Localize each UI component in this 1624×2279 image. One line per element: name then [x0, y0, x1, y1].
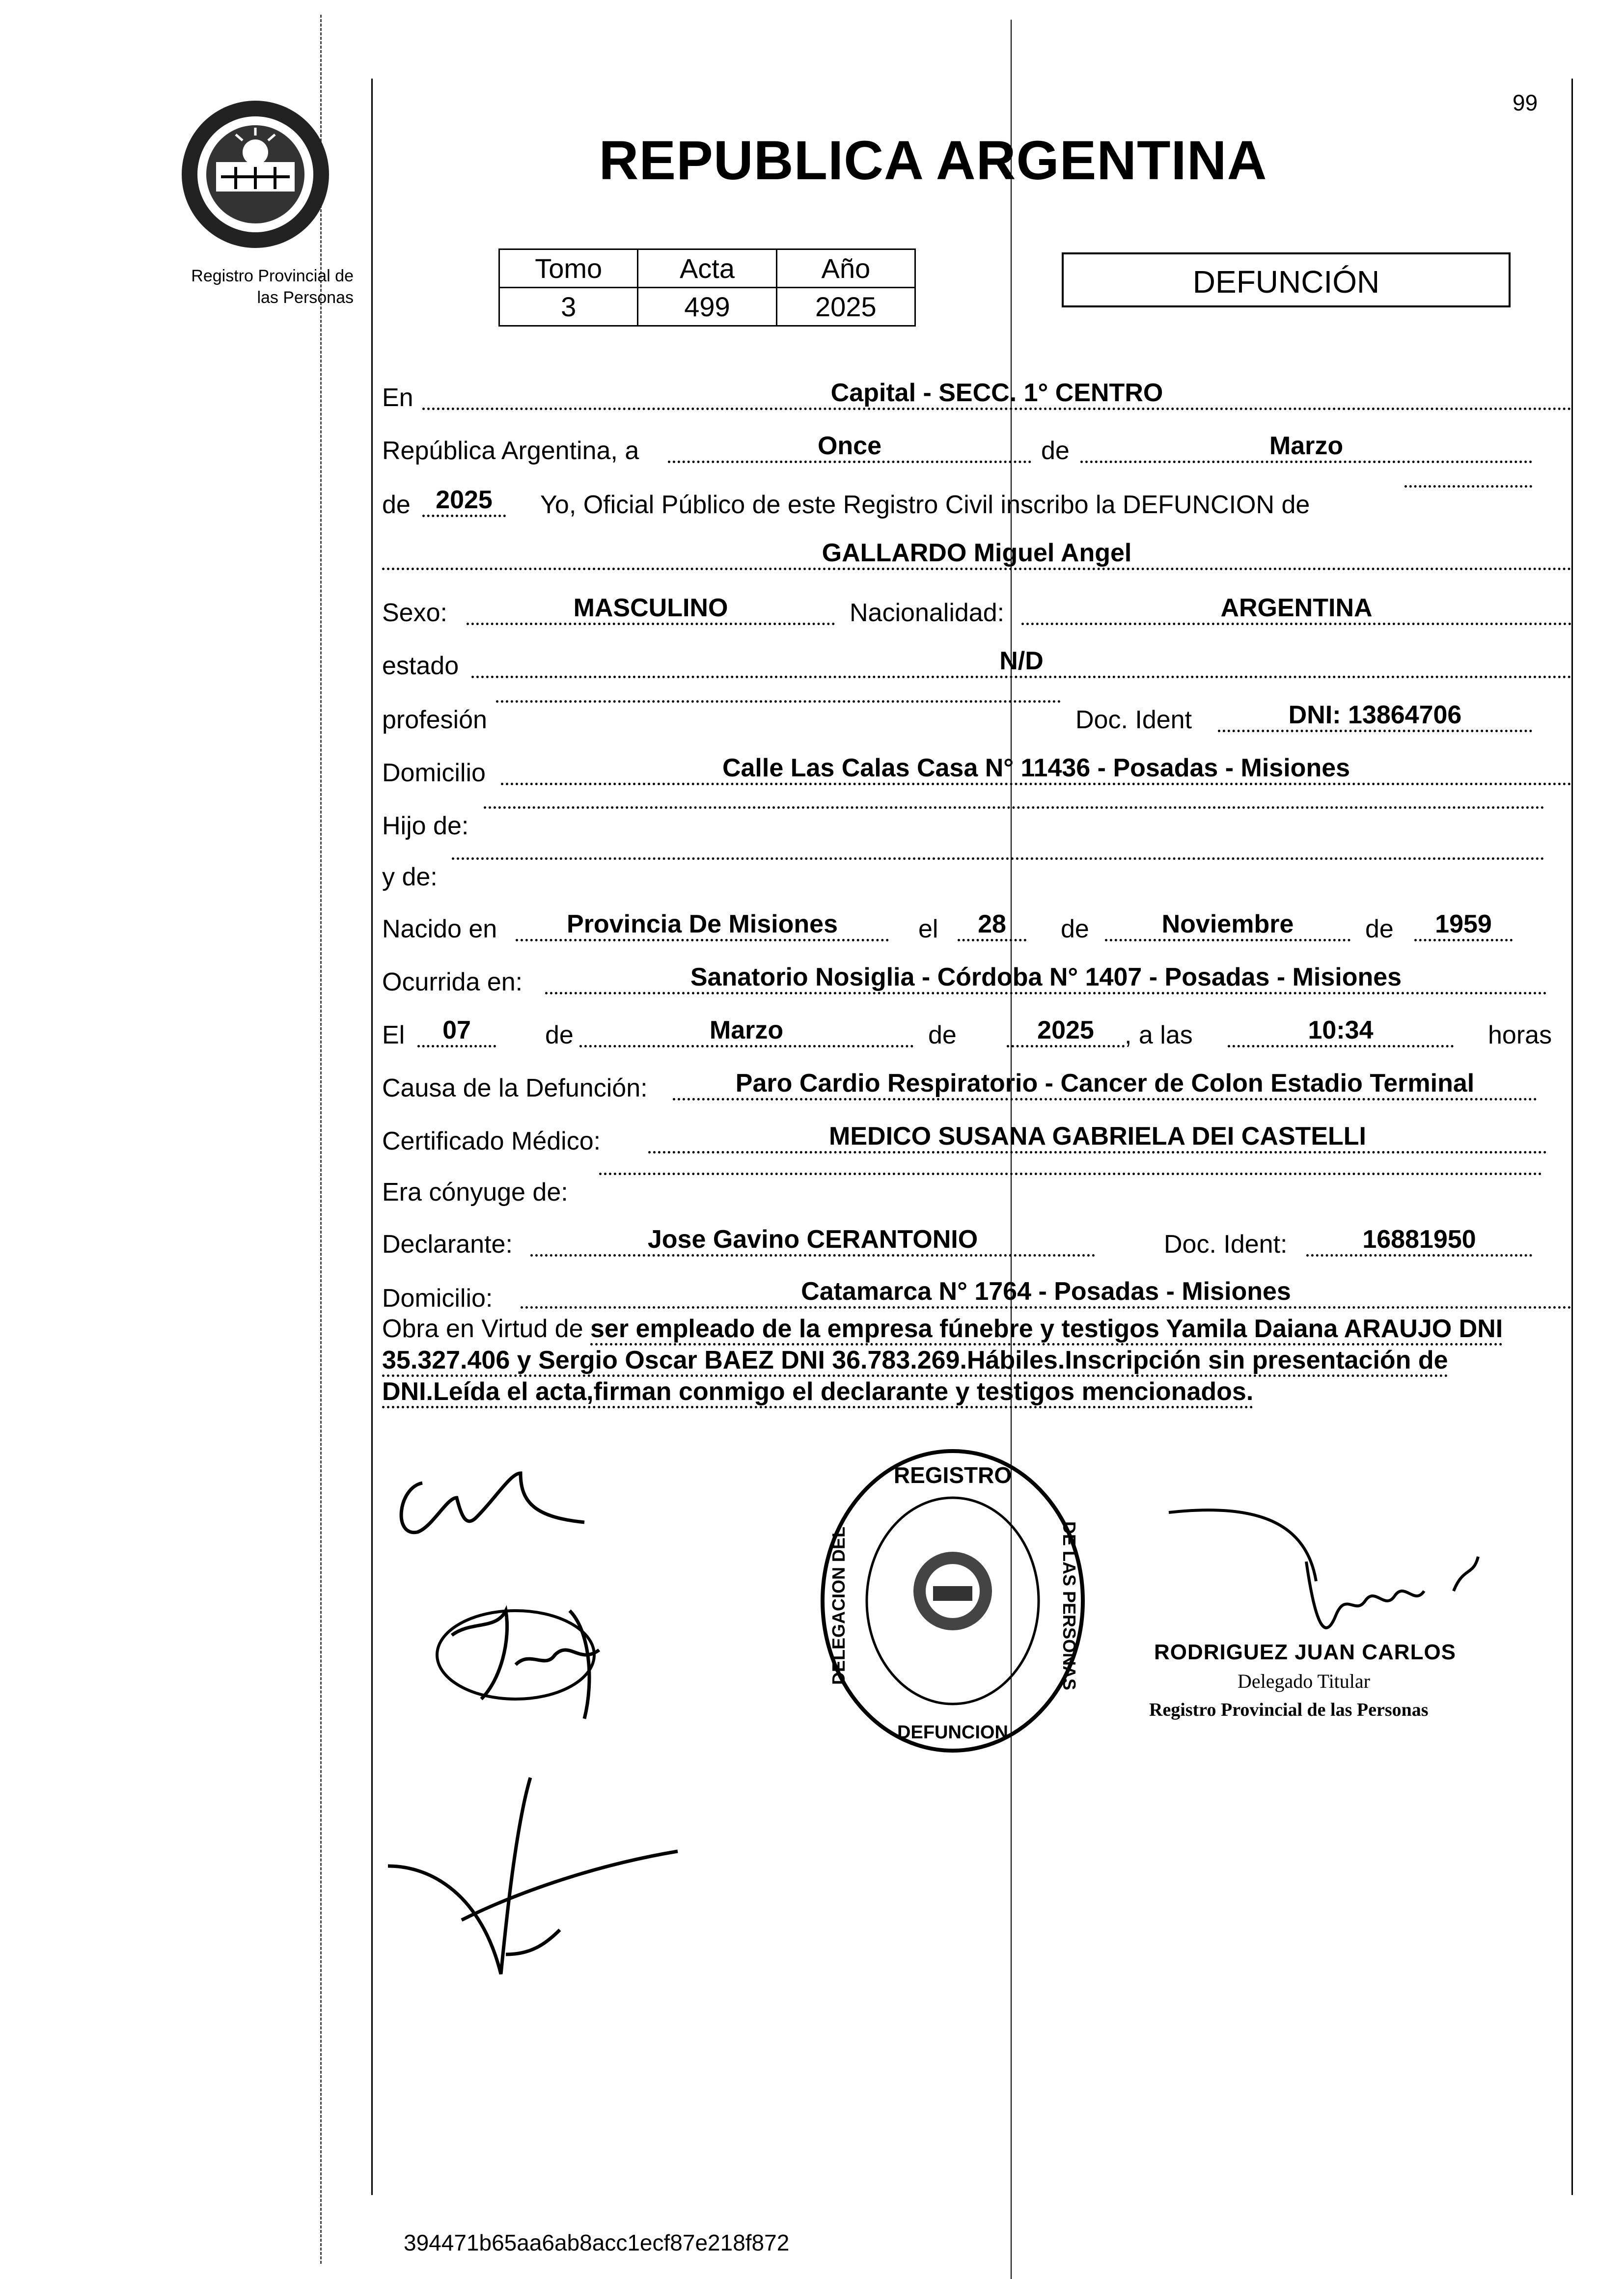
obra-label: Obra en Virtud de: [382, 1315, 583, 1343]
hijo-label: Hijo de:: [382, 812, 469, 840]
stamp-text-top: REGISTRO: [893, 1462, 1012, 1488]
anio-header: Año: [776, 249, 915, 288]
en-value: Capital - SECC. 1° CENTRO: [422, 378, 1571, 410]
official-signature: [1159, 1493, 1503, 1650]
official-org: Registro Provincial de las Personas: [1149, 1700, 1429, 1720]
nac-de2-label: de: [1365, 915, 1394, 943]
inscribo-blank: [1404, 485, 1532, 488]
official-name: RODRIGUEZ JUAN CARLOS: [1154, 1640, 1457, 1664]
nacido-en-value: Provincia De Misiones: [516, 909, 889, 941]
nacionalidad-label: Nacionalidad:: [850, 599, 1005, 627]
sexo-value: MASCULINO: [467, 593, 835, 625]
signature-1: [388, 1444, 624, 1552]
stamp-text-left: DELEGACION DEL: [828, 1526, 849, 1685]
tomo-header: Tomo: [499, 249, 638, 288]
causa-value: Paro Cardio Respiratorio - Cancer de Colon Estadio Terminal: [673, 1069, 1537, 1100]
conyuge-label: Era cónyuge de:: [382, 1178, 568, 1207]
stamp-text-bottom: DEFUNCION: [897, 1722, 1008, 1743]
declarante-label: Declarante:: [382, 1230, 513, 1259]
nac-dia-value: 28: [958, 909, 1026, 941]
document-hash: 394471b65aa6ab8acc1ecf87e218f872: [404, 2230, 790, 2255]
anio-value: 2025: [422, 485, 506, 517]
domicilio2-label: Domicilio:: [382, 1284, 493, 1313]
def-anio-value: 2025: [1007, 1016, 1125, 1047]
republica-label: República Argentina, a: [382, 437, 639, 465]
left-margin-line: [371, 79, 373, 2195]
ocurrida-label: Ocurrida en:: [382, 968, 523, 996]
record-table: [498, 248, 916, 327]
y-de-label: y de:: [382, 863, 438, 891]
inscribo-text: Yo, Oficial Público de este Registro Civil inscribo la DEFUNCION de: [540, 491, 1310, 519]
tomo-value: 3: [499, 288, 638, 326]
el-label: el: [918, 915, 938, 943]
decl-doc-label: Doc. Ident:: [1164, 1230, 1288, 1259]
nac-mes-value: Noviembre: [1105, 909, 1350, 941]
obra-paragraph: [382, 1313, 1570, 1407]
profesion-value: [496, 700, 1061, 703]
a-las-label: , a las: [1125, 1021, 1193, 1049]
nacionalidad-value: ARGENTINA: [1021, 593, 1571, 625]
deceased-name: GALLARDO Miguel Angel: [382, 538, 1571, 570]
nac-de1-label: de: [1061, 915, 1089, 943]
sexo-label: Sexo:: [382, 599, 447, 627]
obra-value: ser empleado de la empresa fúnebre y testigos Yamila Daiana ARAUJO DNI 35.327.406 y Sergio Oscar BAEZ DNI 36.783.269.Hábiles.Inscripción sin presentación de DNI.Leída el acta,firman conmigo el declarante y testigos mencionados.: [382, 1315, 1503, 1408]
certificado-value: MEDICO SUSANA GABRIELA DEI CASTELLI: [648, 1122, 1547, 1153]
scan-dashed-line: [320, 15, 322, 2264]
declarante-value: Jose Gavino CERANTONIO: [530, 1225, 1095, 1257]
doc-ident-label: Doc. Ident: [1075, 706, 1192, 734]
domicilio-value: Calle Las Calas Casa N° 11436 - Posadas - Misiones: [501, 753, 1571, 785]
en-label: En: [382, 384, 413, 412]
signature-3: [383, 1768, 688, 1984]
registry-label: Registro Provincial de las Personas: [191, 267, 354, 307]
y-de-value: [452, 857, 1544, 860]
registry-stamp: [815, 1444, 1090, 1758]
def-de1-label: de: [545, 1021, 574, 1049]
anio-value: 2025: [776, 288, 915, 326]
nacido-label: Nacido en: [382, 915, 497, 943]
ocurrida-value: Sanatorio Nosiglia - Córdoba N° 1407 - Posadas - Misiones: [545, 962, 1547, 994]
domicilio2-value: Catamarca N° 1764 - Posadas - Misiones: [521, 1277, 1571, 1309]
mes-value: Marzo: [1080, 431, 1532, 463]
year-prefix-label: de: [382, 491, 411, 519]
profesion-label: profesión: [382, 706, 487, 734]
de-label: de: [1041, 437, 1070, 465]
page-title: REPUBLICA ARGENTINA: [599, 130, 1267, 191]
stamp-text-right: DE LAS PERSONAS: [1059, 1521, 1079, 1691]
def-de2-label: de: [928, 1021, 957, 1049]
def-mes-value: Marzo: [579, 1016, 913, 1047]
page-number: 99: [1513, 90, 1538, 115]
causa-label: Causa de la Defunción:: [382, 1074, 648, 1102]
estado-value: N/D: [471, 646, 1571, 678]
certificado-label: Certificado Médico:: [382, 1127, 601, 1155]
el2-label: El: [382, 1021, 405, 1049]
misiones-coat-of-arms-icon: [162, 88, 349, 255]
acta-value: 499: [638, 288, 776, 326]
def-dia-value: 07: [417, 1016, 496, 1047]
doc-ident-value: DNI: 13864706: [1218, 700, 1532, 732]
document-type-box: DEFUNCIÓN: [1062, 252, 1511, 307]
domicilio-label: Domicilio: [382, 759, 486, 787]
conyuge-value: [599, 1173, 1542, 1175]
right-margin-line: [1571, 79, 1573, 2195]
hijo-value: [484, 806, 1544, 809]
signature-2: [422, 1581, 658, 1729]
hora-value: 10:34: [1228, 1016, 1454, 1047]
estado-label: estado: [382, 652, 459, 680]
dia-value: Once: [668, 431, 1031, 463]
nac-anio-value: 1959: [1414, 909, 1513, 941]
decl-doc-value: 16881950: [1306, 1225, 1532, 1257]
acta-header: Acta: [638, 249, 776, 288]
horas-label: horas: [1488, 1021, 1552, 1049]
official-title: Delegado Titular: [1238, 1670, 1370, 1692]
